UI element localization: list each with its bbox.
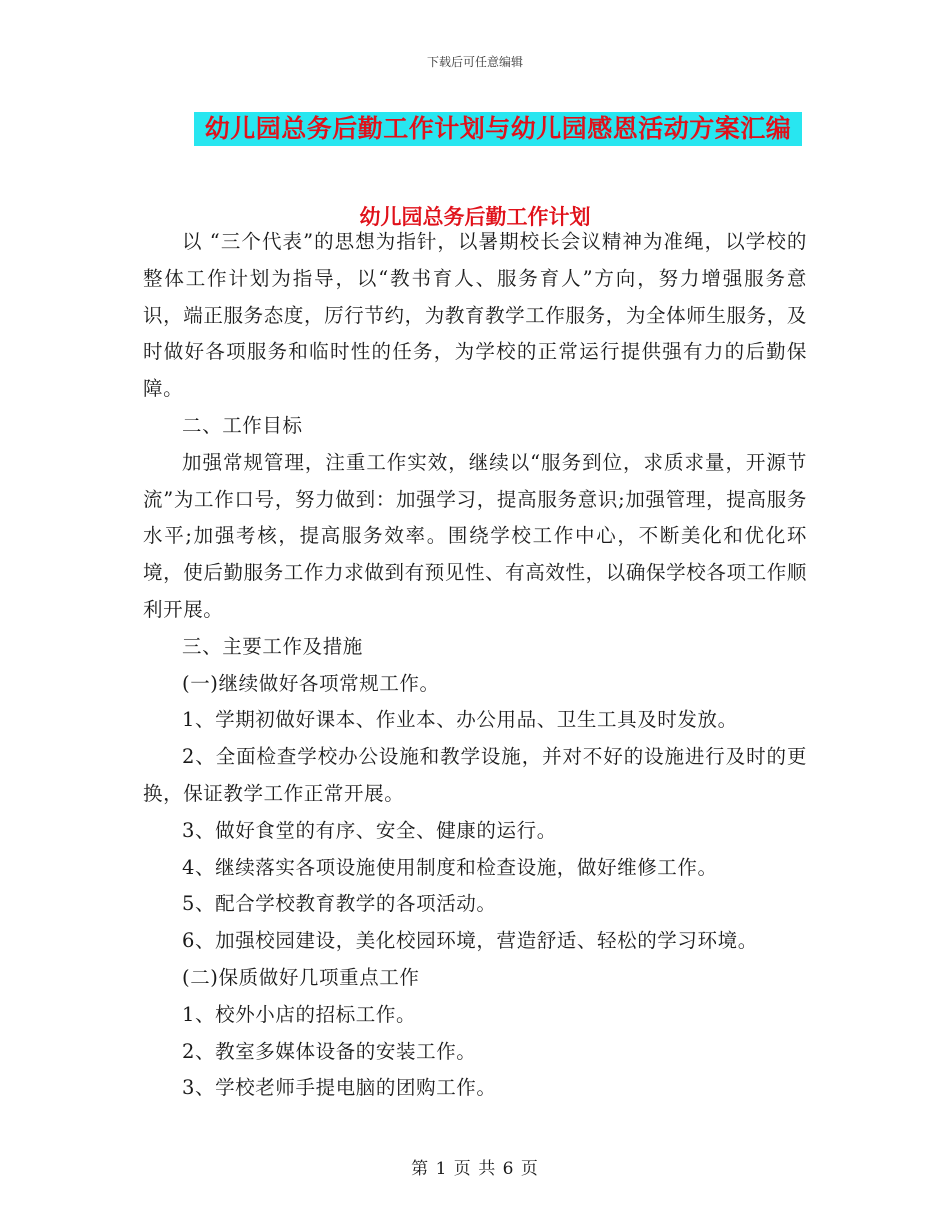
document-body bbox=[143, 224, 807, 1107]
list-item-4: 4、继续落实各项设施使用制度和检查设施，做好维修工作。 bbox=[182, 855, 718, 879]
list-item-6: 6、加强校园建设，美化校园环境，营造舒适、轻松的学习环境。 bbox=[182, 929, 758, 953]
list-item-2: 2、全面检查学校办公设施和教学设施，并对不好的设施进行及时的更换，保证教学工作正常开展。 bbox=[143, 745, 807, 805]
subheading-key-work: (二)保质做好几项重点工作 bbox=[182, 965, 420, 989]
key-item-2: 2、教室多媒体设备的安装工作。 bbox=[182, 1039, 477, 1063]
page-number-footer: 第 1 页 共 6 页 bbox=[411, 1159, 539, 1179]
key-item-3: 3、学校老师手提电脑的团购工作。 bbox=[182, 1076, 497, 1100]
list-item-5: 5、配合学校教育教学的各项活动。 bbox=[182, 892, 497, 916]
list-item-3: 3、做好食堂的有序、安全、健康的运行。 bbox=[182, 818, 557, 842]
section-title: 幼儿园总务后勤工作计划 bbox=[359, 205, 591, 229]
document-title: 幼儿园总务后勤工作计划与幼儿园感恩活动方案汇编 bbox=[194, 112, 802, 146]
paragraph-intro: 以 “三个代表”的思想为指针，以暑期校长会议精神为准绳，以学校的整体工作计划为指导，以“教书育人、服务育人”方向，努力增强服务意识，端正服务态度，厉行节约，为教育教学工作服务，为全体师生服务，及时做好各项服务和临时性的任务，为学校的正常运行提供强有力的后勤保障。 bbox=[143, 230, 807, 401]
subheading-routine-work: (一)继续做好各项常规工作。 bbox=[182, 671, 440, 695]
heading-work-goals: 二、工作目标 bbox=[182, 413, 303, 437]
key-item-1: 1、校外小店的招标工作。 bbox=[182, 1002, 417, 1026]
paragraph-goals: 加强常规管理，注重工作实效，继续以“服务到位，求质求量，开源节流”为工作口号，努力做到：加强学习，提高服务意识;加强管理，提高服务水平;加强考核，提高服务效率。围绕学校工作中心，不断美化和优化环境，使后勤服务工作力求做到有预见性、有高效性，以确保学校各项工作顺利开展。 bbox=[143, 450, 807, 621]
page-header-note: 下载后可任意编辑 bbox=[426, 55, 523, 69]
heading-main-work: 三、主要工作及措施 bbox=[182, 634, 363, 658]
list-item-1: 1、学期初做好课本、作业本、办公用品、卫生工具及时发放。 bbox=[182, 708, 738, 732]
